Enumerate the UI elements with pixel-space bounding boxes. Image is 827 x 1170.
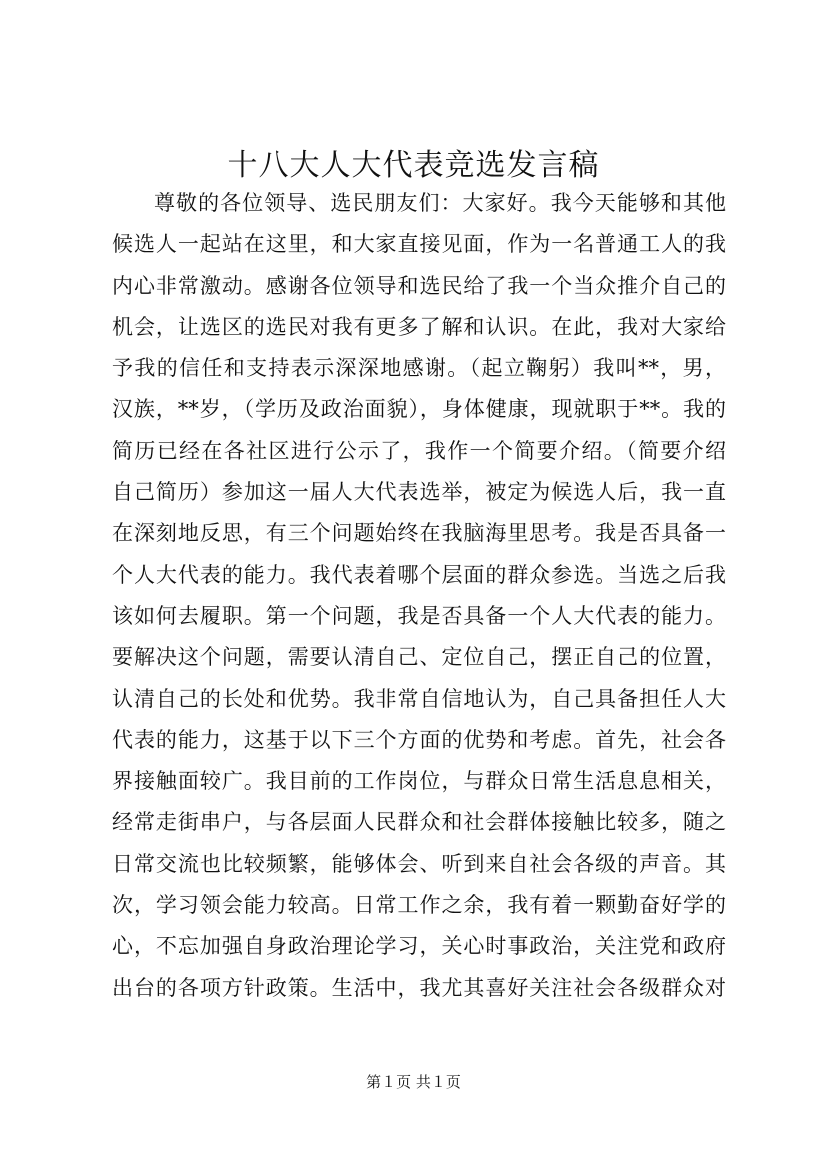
page-title: 十八大人大代表竞选发言稿 bbox=[227, 148, 600, 183]
body-line: 该如何去履职。第一个问题，我是否具备一个人大代表的能力。 bbox=[112, 603, 726, 628]
body-line: 汉族，**岁，（学历及政治面貌），身体健康，现就职于**。我的 bbox=[112, 397, 726, 422]
body-line: 机会，让选区的选民对我有更多了解和认识。在此，我对大家给 bbox=[112, 314, 726, 339]
body-line: 内心非常激动。感谢各位领导和选民给了我一个当众推介自己的 bbox=[112, 273, 726, 298]
body-line: 次，学习领会能力较高。日常工作之余，我有着一颗勤奋好学的 bbox=[112, 893, 726, 918]
body-line: 尊敬的各位领导、选民朋友们：大家好。我今天能够和其他 bbox=[154, 191, 726, 215]
body-line: 出台的各项方针政策。生活中，我尤其喜好关注社会各级群众对 bbox=[112, 975, 726, 1000]
body-line: 认清自己的长处和优势。我非常自信地认为，自己具备担任人大 bbox=[112, 686, 726, 711]
body-line: 个人大代表的能力。我代表着哪个层面的群众参选。当选之后我 bbox=[112, 562, 726, 587]
body-line: 自己简历）参加这一届人大代表选举，被定为候选人后，我一直 bbox=[112, 480, 726, 505]
body-line: 心，不忘加强自身政治理论学习，关心时事政治，关注党和政府 bbox=[112, 934, 726, 959]
body-line: 要解决这个问题，需要认清自己、定位自己，摆正自己的位置， bbox=[112, 645, 726, 670]
document-body bbox=[112, 183, 726, 1009]
body-line: 代表的能力，这基于以下三个方面的优势和考虑。首先，社会各 bbox=[112, 727, 726, 752]
body-line: 候选人一起站在这里，和大家直接见面，作为一名普通工人的我 bbox=[112, 232, 726, 257]
body-line: 简历已经在各社区进行公示了，我作一个简要介绍。（简要介绍 bbox=[112, 438, 726, 463]
body-line: 日常交流也比较频繁，能够体会、听到来自社会各级的声音。其 bbox=[112, 851, 726, 876]
page-footer: 第１页 共１页 bbox=[366, 1073, 461, 1091]
body-line: 经常走街串户，与各层面人民群众和社会群体接触比较多，随之 bbox=[112, 810, 726, 835]
body-line: 予我的信任和支持表示深深地感谢。（起立鞠躬）我叫**，男， bbox=[112, 356, 726, 381]
body-line: 界接触面较广。我目前的工作岗位，与群众日常生活息息相关， bbox=[112, 769, 726, 794]
body-line: 在深刻地反思，有三个问题始终在我脑海里思考。我是否具备一 bbox=[112, 521, 726, 546]
